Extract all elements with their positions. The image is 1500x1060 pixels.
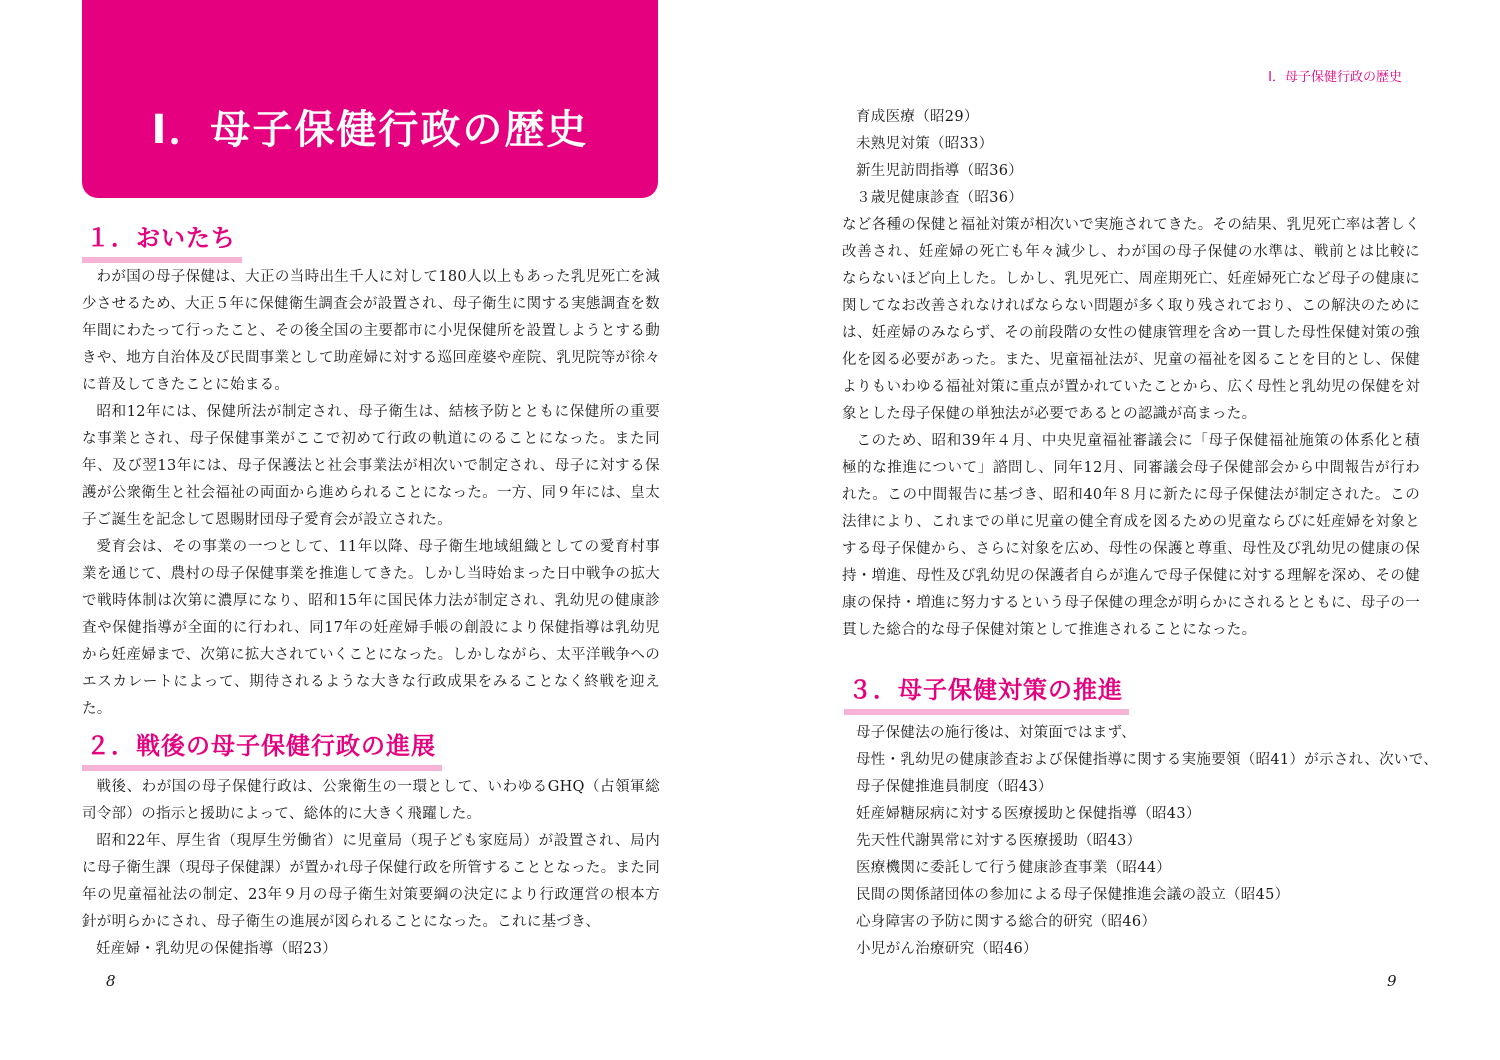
list-item: 母子保健推進員制度（昭43） <box>856 779 1053 795</box>
list-item: 妊産婦糖尿病に対する医療援助と保健指導（昭43） <box>856 806 1201 822</box>
paragraph: 昭和12年には、保健所法が制定され、母子衛生は、結核予防とともに保健所の重要な事業とされ、母子保健事業がここで初めて行政の軌道にのることになった。また同年、及び翌13年には、母子保護法と社会事業法が相次いで制定され、母子に対する保護が公衆衛生と社会福祉の両面から進められることになった。一方、同９年には、皇太子ご誕生を記念して恩賜財団母子愛育会が設立された。 <box>82 404 660 528</box>
right-page <box>750 0 1500 1060</box>
list-item: 育成医療（昭29） <box>856 109 979 125</box>
list-item: 心身障害の予防に関する総合的研究（昭46） <box>856 914 1157 930</box>
list-item: 民間の関係諸団体の参加による母子保健推進会議の設立（昭45） <box>856 887 1290 903</box>
list-item: ３歳児健康診査（昭36） <box>856 190 1024 206</box>
paragraph: このため、昭和39年４月、中央児童福祉審議会に「母子保健福祉施策の体系化と積極的な推進について」諮問し、同年12月、同審議会母子保健部会から中間報告が行われた。この中間報告に基づき、昭和40年８月に新たに母子保健法が制定された。この法律により、これまでの単に児童の健全育成を図るための児童ならびに妊産婦を対象とする母子保健から、さらに対象を広め、母性の保護と尊重、母性及び乳幼児の健康の保持・増進、母性及び乳幼児の保護者自らが進んで母子保健に対する理解を深め、その健康の保持・増進に努力するという母子保健の理念が明らかにされるとともに、母子の一貫した総合的な母子保健対策として推進されることになった。 <box>842 433 1420 638</box>
list-item: 小児がん治療研究（昭46） <box>856 941 1038 957</box>
chapter-title-banner <box>82 0 658 198</box>
page-number-left: 8 <box>106 972 116 990</box>
section-heading-3: ３．母子保健対策の推進 <box>844 670 1129 715</box>
list-item: 未熟児対策（昭33） <box>856 136 994 152</box>
chapter-title: Ⅰ．母子保健行政の歴史 <box>151 107 589 153</box>
paragraph: 愛育会は、その事業の一つとして、11年以降、母子衛生地域組織としての愛育村事業を通じて、農村の母子保健事業を推進してきた。しかし当時始まった日中戦争の拡大で戦時体制は次第に濃厚になり、昭和15年に国民体力法が制定され、乳幼児の健康診査や保健指導が全面的に行われ、同17年の妊産婦手帳の創設により保健指導は乳幼児から妊産婦まで、次第に拡大されていくことになった。しかしながら、太平洋戦争へのエスカレートによって、期待されるような大きな行政成果をみることなく終戦を迎えた。 <box>82 539 660 717</box>
page-number-right: 9 <box>1387 972 1397 990</box>
list-item: 先天性代謝異常に対する医療援助（昭43） <box>856 833 1142 849</box>
paragraph: わが国の母子保健は、大正の当時出生千人に対して180人以上もあった乳児死亡を減少させるため、大正５年に保健衛生調査会が設置され、母子衛生に関する実態調査を数年間にわたって行ったこと、その後全国の主要都市に小児保健所を設置しようとする動きや、地方自治体及び民間事業として助産婦に対する巡回産婆や産院、乳児院等が徐々に普及してきたことに始まる。 <box>82 269 660 393</box>
running-header: Ⅰ．母子保健行政の歴史 <box>1268 70 1402 85</box>
list-item: 母子保健法の施行後は、対策面ではまず、 <box>856 725 1137 741</box>
paragraph: 昭和22年、厚生省（現厚生労働省）に児童局（現子ども家庭局）が設置され、局内に母子衛生課（現母子保健課）が置かれ母子保健行政を所管することとなった。また同年の児童福祉法の制定、23年９月の母子衛生対策要綱の決定により行政運営の根本方針が明らかにされ、母子衛生の進展が図られることになった。これに基づき、 <box>82 833 660 930</box>
right-section3-list <box>856 720 1438 963</box>
list-item: 医療機関に委託して行う健康診査事業（昭44） <box>856 860 1172 876</box>
paragraph: 戦後、わが国の母子保健行政は、公衆衛生の一環として、いわゆるGHQ（占領軍総司令部）の指示と援助によって、総体的に大きく飛躍した。 <box>82 779 660 822</box>
section-heading-1: １．おいたち <box>82 218 242 263</box>
paragraph: など各種の保健と福祉対策が相次いで実施されてきた。その結果、乳児死亡率は著しく改善され、妊産婦の死亡も年々減少し、わが国の母子保健の水準は、戦前とは比較にならないほど向上した。しかし、乳児死亡、周産期死亡、妊産婦死亡など母子の健康に関してなお改善されなければならない問題が多く取り残されており、この解決のためには、妊産婦のみならず、その前段階の女性の健康管理を含め一貫した母性保健対策の強化を図る必要があった。また、児童福祉法が、児童の福祉を図ることを目的とし、保健よりもいわゆる福祉対策に重点が置かれていたことから、広く母性と乳幼児の保健を対象とした母子保健の単独法が必要であるとの認識が高まった。 <box>842 217 1420 422</box>
list-item: 新生児訪問指導（昭36） <box>856 163 1024 179</box>
section-heading-2: ２．戦後の母子保健行政の進展 <box>82 726 442 771</box>
list-item: 妊産婦・乳幼児の保健指導（昭23） <box>96 941 338 957</box>
left-list <box>96 936 337 963</box>
list-item: 母性・乳幼児の健康診査および保健指導に関する実施要領（昭41）が示され、次いで、 <box>856 752 1439 768</box>
right-top-list <box>856 104 1023 212</box>
